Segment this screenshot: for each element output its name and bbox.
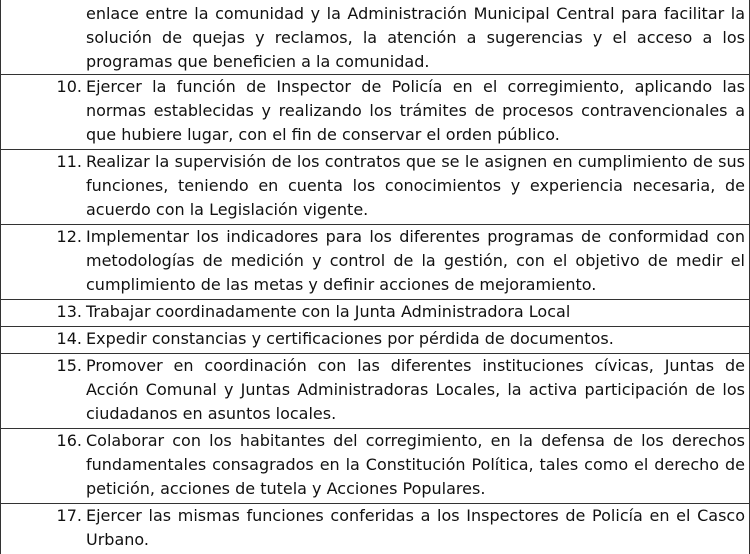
table-row [1, 75, 749, 150]
item-number: 14. [56, 329, 82, 348]
item-text: Colaborar con los habitantes del corregimiento, en la defensa de los derechos fundamentales consagrados en la Constitución Política, tales como el derecho de petición, acciones de tutela y Acciones Populares. [86, 431, 745, 498]
item-text: Ejercer las mismas funciones conferidas a los Inspectores de Policía en el Casco Urbano. [86, 506, 745, 549]
table-row [1, 504, 749, 554]
item-number: 10. [56, 77, 82, 96]
item-number: 11. [56, 152, 82, 171]
item-number [1, 0, 86, 72]
item-number: 15. [56, 356, 82, 375]
table-row [1, 300, 749, 327]
table-row [1, 225, 749, 300]
item-text: Trabajar coordinadamente con la Junta Administradora Local [86, 302, 571, 321]
table-row [1, 150, 749, 225]
item-number: 17. [56, 506, 82, 525]
item-text: Promover en coordinación con las diferentes instituciones cívicas, Juntas de Acción Comunal y Juntas Administradoras Locales, la activa participación de los ciudadanos en asuntos locales. [86, 356, 745, 423]
table-row [1, 354, 749, 429]
item-text: enlace entre la comunidad y la Administración Municipal Central para facilitar la solución de quejas y reclamos, la atención a sugerencias y el acceso a los programas que beneficien a la comunidad. [86, 4, 745, 71]
item-text: Ejercer la función de Inspector de Policía en el corregimiento, aplicando las normas establecidas y realizando los trámites de procesos contravencionales a que hubiere lugar, con el fin de conservar el orden público. [86, 77, 745, 144]
table-row [1, 429, 749, 504]
item-text: Realizar la supervisión de los contratos que se le asignen en cumplimiento de sus funciones, teniendo en cuenta los conocimientos y experiencia necesaria, de acuerdo con la Legislación vigente. [86, 152, 745, 219]
item-text: Implementar los indicadores para los diferentes programas de conformidad con metodologías de medición y control de la gestión, con el objetivo de medir el cumplimiento de las metas y definir acciones de mejoramiento. [86, 227, 745, 294]
item-text: Expedir constancias y certificaciones por pérdida de documentos. [86, 329, 614, 348]
item-number: 16. [56, 431, 82, 450]
table-row [1, 0, 749, 75]
table-row [1, 327, 749, 354]
item-number: 12. [56, 227, 82, 246]
item-number: 13. [56, 302, 82, 321]
